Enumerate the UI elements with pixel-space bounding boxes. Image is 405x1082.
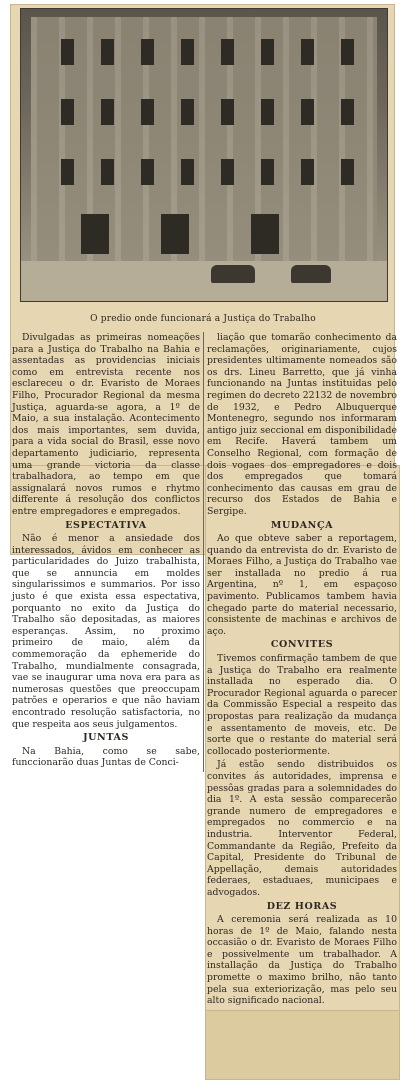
window	[141, 39, 154, 65]
car	[211, 265, 255, 283]
window	[181, 39, 194, 65]
section-heading: CONVITES	[270, 639, 334, 651]
photo-caption: O predio onde funcionará a Justiça do Trabalho	[90, 314, 316, 324]
window	[181, 159, 194, 185]
doorway	[161, 214, 189, 254]
street	[21, 261, 387, 301]
clipping-tail	[205, 1010, 400, 1080]
window	[301, 99, 314, 125]
right-column	[207, 332, 397, 1009]
window	[101, 39, 114, 65]
window	[101, 99, 114, 125]
paragraph: Divulgadas as primeiras nomeações para a Justiça do Trabalho na Bahia e assentadas as providencias iniciais como em entrevista recente nos esclareceu o dr. Evaristo de Moraes Filho, Procurador Regional da mesma Justiça, aguarda-se agora, a 1º de Maio, a sua instalação. Acontecimento dos mais importantes, sem duvida, para a vida social do Brasil, esse novo departamento judiciario, representa uma grande victoria da classe trabalhadora, ao tempo em que assignalará novos rumos e rhytmo differente á resolução dos conflictos entre empregadores e empregados.	[12, 332, 200, 517]
paragraph: A ceremonia será realizada as 10 horas de 1º de Maio, falando nesta occasião o dr. Evaristo de Moraes Filho e possivelmente um trabalhador. A installação da Justiça do Trabalho promette o maximo brilho, não tanto pela sua exteriorização, mas pelo seu alto significado nacional.	[207, 914, 397, 1007]
window	[61, 159, 74, 185]
column-rule	[203, 332, 204, 772]
window	[221, 39, 234, 65]
paragraph: Não é menor a ansiedade dos interessados, ávidos em conhecer as particularidades do Juizo trabalhista, que se annuncia em moldes singularissimos e summarios. Por isso justo é que exista essa espectativa, porquanto no exito da Justiça do Trabalho são depositadas, as maiores esperanças. Assim, no proximo primeiro de maio, além da commemoração da ephemeride do Trabalho, mundialmente consagrada, vae se inaugurar uma nova era para as numerosas questões que preoccupam patrões e operarios e que não haviam encontrado resolução satisfactoria, no que respeita aos seus julgamentos.	[12, 533, 200, 730]
window	[261, 39, 274, 65]
doorway	[251, 214, 279, 254]
window	[341, 159, 354, 185]
section-heading: DEZ HORAS	[266, 900, 338, 912]
window	[341, 39, 354, 65]
window	[61, 39, 74, 65]
window	[261, 99, 274, 125]
window	[141, 159, 154, 185]
paragraph: Na Bahia, como se sabe, funccionarão duas Juntas de Conci-	[12, 745, 200, 769]
window	[101, 159, 114, 185]
section-heading: ESPECTATIVA	[65, 519, 147, 531]
paragraph: Ao que obteve saber a reportagem, quando da entrevista do dr. Evaristo de Moraes Filho, a Justiça do Trabalho vae ser installada no predio á rua Argentina, nº 1, em espaçoso pavimento. Publicamos tambem havia chegado parte do material necessario, consistente de machinas e archivos de aço.	[207, 533, 397, 637]
window	[221, 159, 234, 185]
paragraph: Já estão sendo distribuidos os convites ás autoridades, imprensa e pessôas gradas para a solemnidades do dia 1º. A esta sessão comparecerão grande numero de empregadores e empregados no commercio e na industria. Interventor Federal, Commandante da Região, Prefeito da Capital, Presidente do Tribunal de Appellação, demais autoridades federaes, estaduaes, municipaes e advogados.	[207, 759, 397, 898]
window	[261, 159, 274, 185]
window	[341, 99, 354, 125]
car	[291, 265, 331, 283]
window	[141, 99, 154, 125]
doorway	[81, 214, 109, 254]
section-heading: MUDANÇA	[270, 519, 334, 531]
left-column	[12, 332, 200, 771]
window	[61, 99, 74, 125]
paragraph: liação que tomarão conhecimento da reclamações, originariamente, cujos presidentes ultimamente nomeados são os drs. Lineu Barretto, que já vinha funcionando na Juntas instituidas pelo regimen do decreto 22132 de novembro de 1932, e Pedro Albuquerque Montenegro, segundo nos informaram antigo juiz seccional em disponibilidade em Recife. Haverá tambem um Conselho Regional, com formação de dois vogaes dos empregadores e dois dos empregados que tomará conhecimento das causas em grau de recurso dos Estados de Bahia e Sergipe.	[207, 332, 397, 517]
window	[181, 99, 194, 125]
paragraph: Tivemos confirmação tambem de que a Justiça do Trabalho era realmente installada no esperado dia. O Procurador Regional aguarda o parecer da Commissão Especial a respeito das propostas para realização da mudança e assentamento de moveis, etc. De sorte que o restante do material será collocado posteriormente.	[207, 653, 397, 757]
window	[301, 39, 314, 65]
building-photo	[20, 8, 388, 302]
section-heading: JUNTAS	[83, 732, 129, 744]
window	[221, 99, 234, 125]
window	[301, 159, 314, 185]
